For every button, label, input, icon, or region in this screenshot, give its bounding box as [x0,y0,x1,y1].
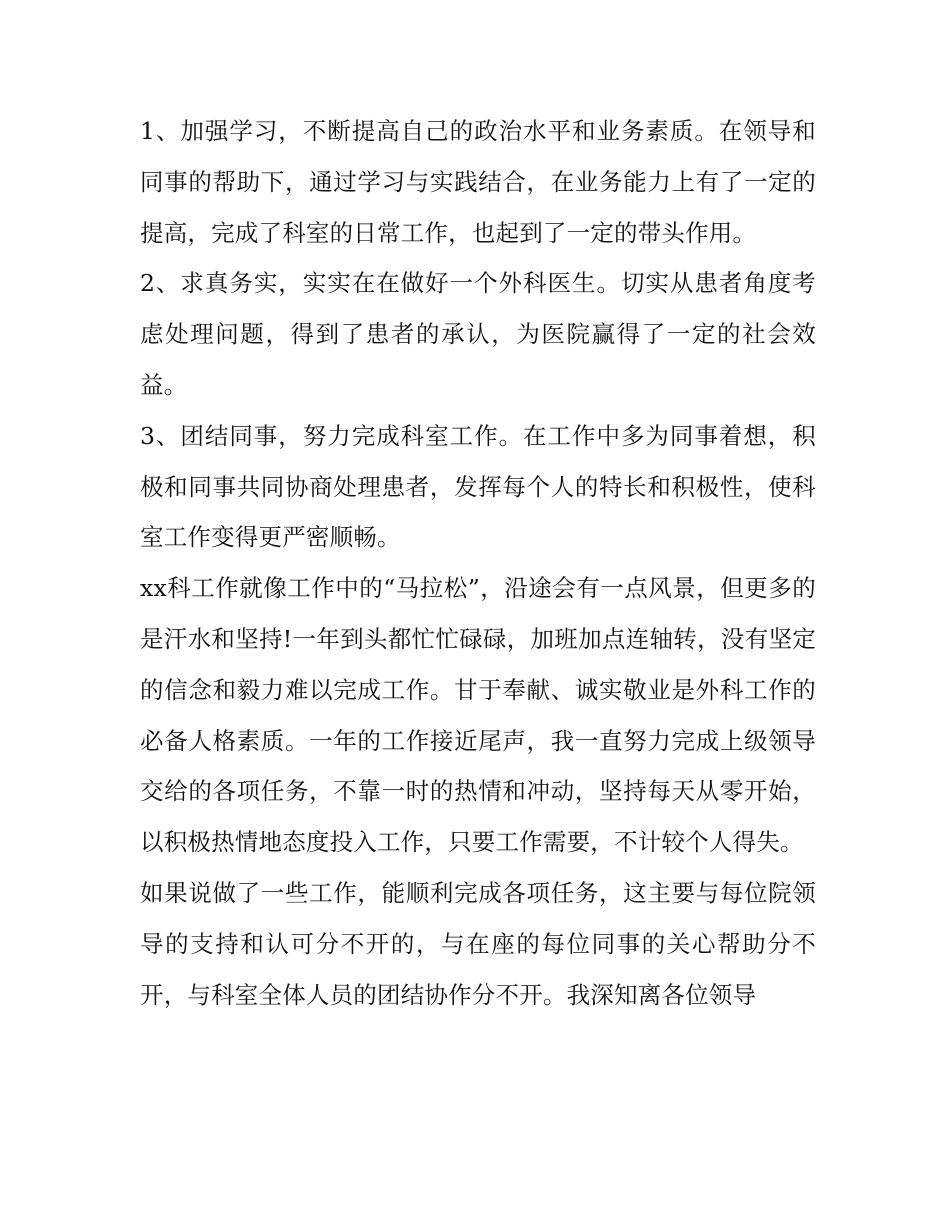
document-body [140,106,816,1020]
paragraph-item-3: 3、团结同事，努力完成科室工作。在工作中多为同事着想，积极和同事共同协商处理患者，发挥每个人的特长和积极性，使科室工作变得更严密顺畅。 [140,421,816,552]
paragraph-xx-department: xx科工作就像工作中的“马拉松”，沿途会有一点风景，但更多的是汗水和坚持!一年到头都忙忙碌碌，加班加点连轴转，没有坚定的信念和毅力难以完成工作。甘于奉献、诚实敬业是外科工作的必备人格素质。一年的工作接近尾声，我一直努力完成上级领导交给的各项任务，不靠一时的热情和冲动，坚持每天从零开始，以积极热情地态度投入工作，只要工作需要，不计较个人得失。 [140,574,816,857]
paragraph-item-2: 2、求真务实，实实在在做好一个外科医生。切实从患者角度考虑处理问题，得到了患者的承认，为医院赢得了一定的社会效益。 [140,269,816,399]
paragraph-acknowledgement: 如果说做了一些工作，能顺利完成各项任务，这主要与每位院领导的支持和认可分不开的，与在座的每位同事的关心帮助分不开，与科室全体人员的团结协作分不开。我深知离各位领导 [140,878,816,1009]
paragraph-item-1: 1、加强学习，不断提高自己的政治水平和业务素质。在领导和同事的帮助下，通过学习与实践结合，在业务能力上有了一定的提高，完成了科室的日常工作，也起到了一定的带头作用。 [140,117,816,247]
